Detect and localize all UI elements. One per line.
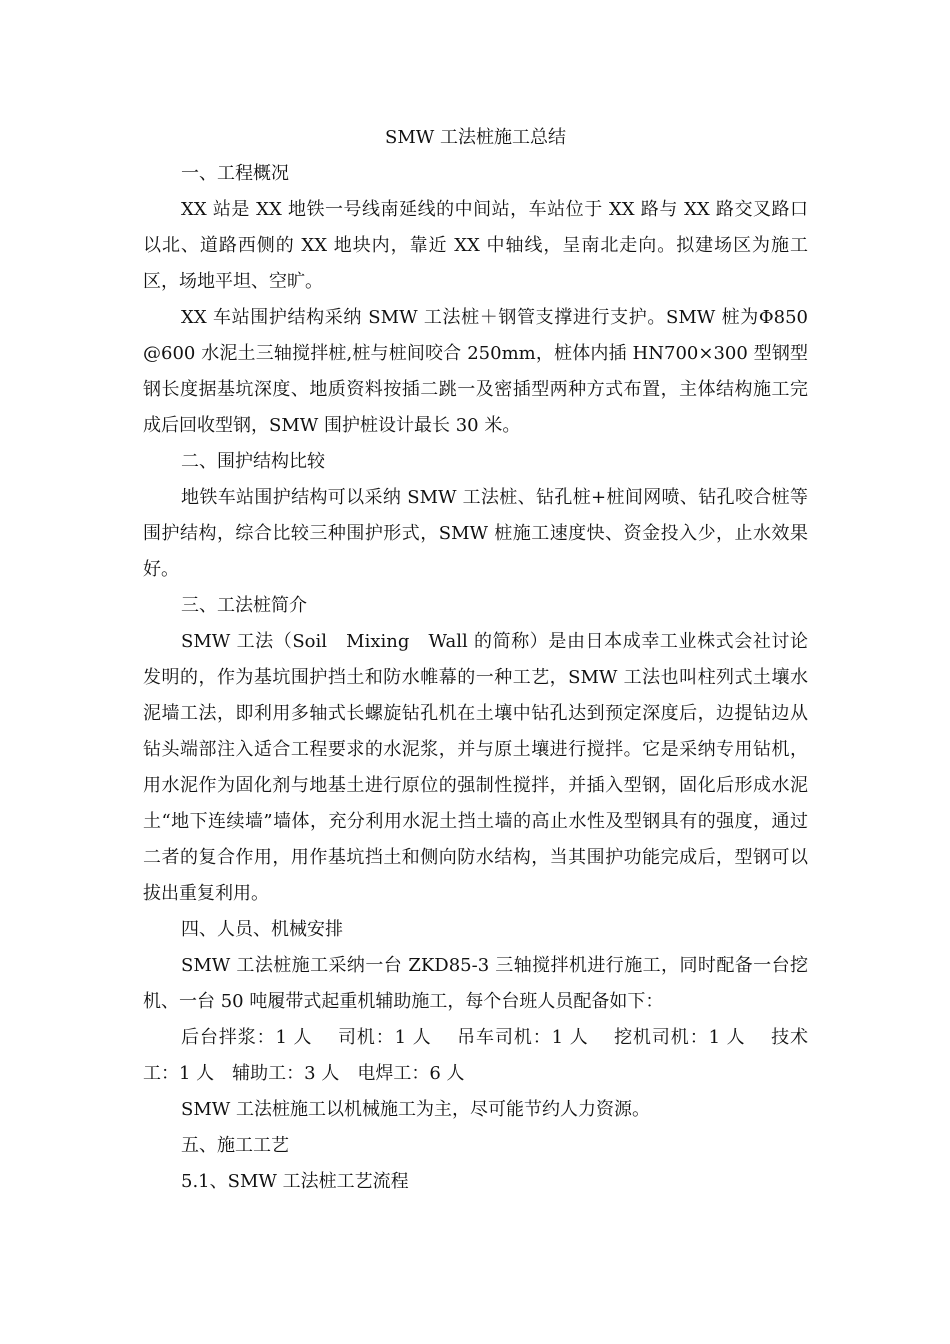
paragraph-overview-2: XX 车站围护结构采纳 SMW 工法桩＋钢管支撑进行支护。SMW 桩为Φ850@600 水泥土三轴搅拌桩,桩与桩间咬合 250mm，桩体内插 HN700×300 型钢型钢长度据基坑深度、地质资料按插二跳一及密插型两种方式布置，主体结构施工完成后回收型钢，SMW 围护桩设计最长 30 米。 [143, 307, 808, 436]
paragraph-staffing-2: SMW 工法桩施工以机械施工为主，尽可能节约人力资源。 [181, 1099, 650, 1120]
section-heading-overview: 一、工程概况 [181, 163, 289, 184]
section-heading-staffing: 四、人员、机械安排 [181, 919, 343, 940]
paragraph-overview-1: XX 站是 XX 地铁一号线南延线的中间站，车站位于 XX 路与 XX 路交叉路口以北、道路西侧的 XX 地块内，靠近 XX 中轴线，呈南北走向。拟建场区为施工区，场地平坦、空旷。 [143, 199, 808, 292]
section-heading-comparison: 二、围护结构比较 [181, 451, 325, 472]
paragraph-staff-list: 后台拌浆：1 人 司机：1 人 吊车司机：1 人 挖机司机：1 人 技术工：1 人 辅助工：3 人 电焊工：6 人 [143, 1027, 808, 1084]
subsection-heading-flow: 5.1、SMW 工法桩工艺流程 [181, 1171, 409, 1192]
paragraph-intro: SMW 工法（Soil Mixing Wall 的简称）是由日本成幸工业株式会社讨论发明的，作为基坑围护挡土和防水帷幕的一种工艺，SMW 工法也叫柱列式土壤水泥墙工法，即利用多轴式长螺旋钻孔机在土壤中钻孔达到预定深度后，边提钻边从钻头端部注入适合工程要求的水泥浆，并与原土壤进行搅拌。它是采纳专用钻机，用水泥作为固化剂与地基土进行原位的强制性搅拌，并插入型钢，固化后形成水泥土“地下连续墙”墙体，充分利用水泥土挡土墙的高止水性及型钢具有的强度，通过二者的复合作用，用作基坑挡土和侧向防水结构，当其围护功能完成后，型钢可以拔出重复利用。 [143, 631, 808, 904]
paragraph-comparison: 地铁车站围护结构可以采纳 SMW 工法桩、钻孔桩+桩间网喷、钻孔咬合桩等围护结构，综合比较三种围护形式，SMW 桩施工速度快、资金投入少，止水效果好。 [143, 487, 808, 580]
section-heading-intro: 三、工法桩简介 [181, 595, 307, 616]
document-page [143, 120, 808, 1200]
paragraph-staffing-1: SMW 工法桩施工采纳一台 ZKD85-3 三轴搅拌机进行施工，同时配备一台挖机、一台 50 吨履带式起重机辅助施工，每个台班人员配备如下： [143, 955, 808, 1012]
section-heading-process: 五、施工工艺 [181, 1135, 289, 1156]
document-title: SMW 工法桩施工总结 [385, 127, 566, 148]
